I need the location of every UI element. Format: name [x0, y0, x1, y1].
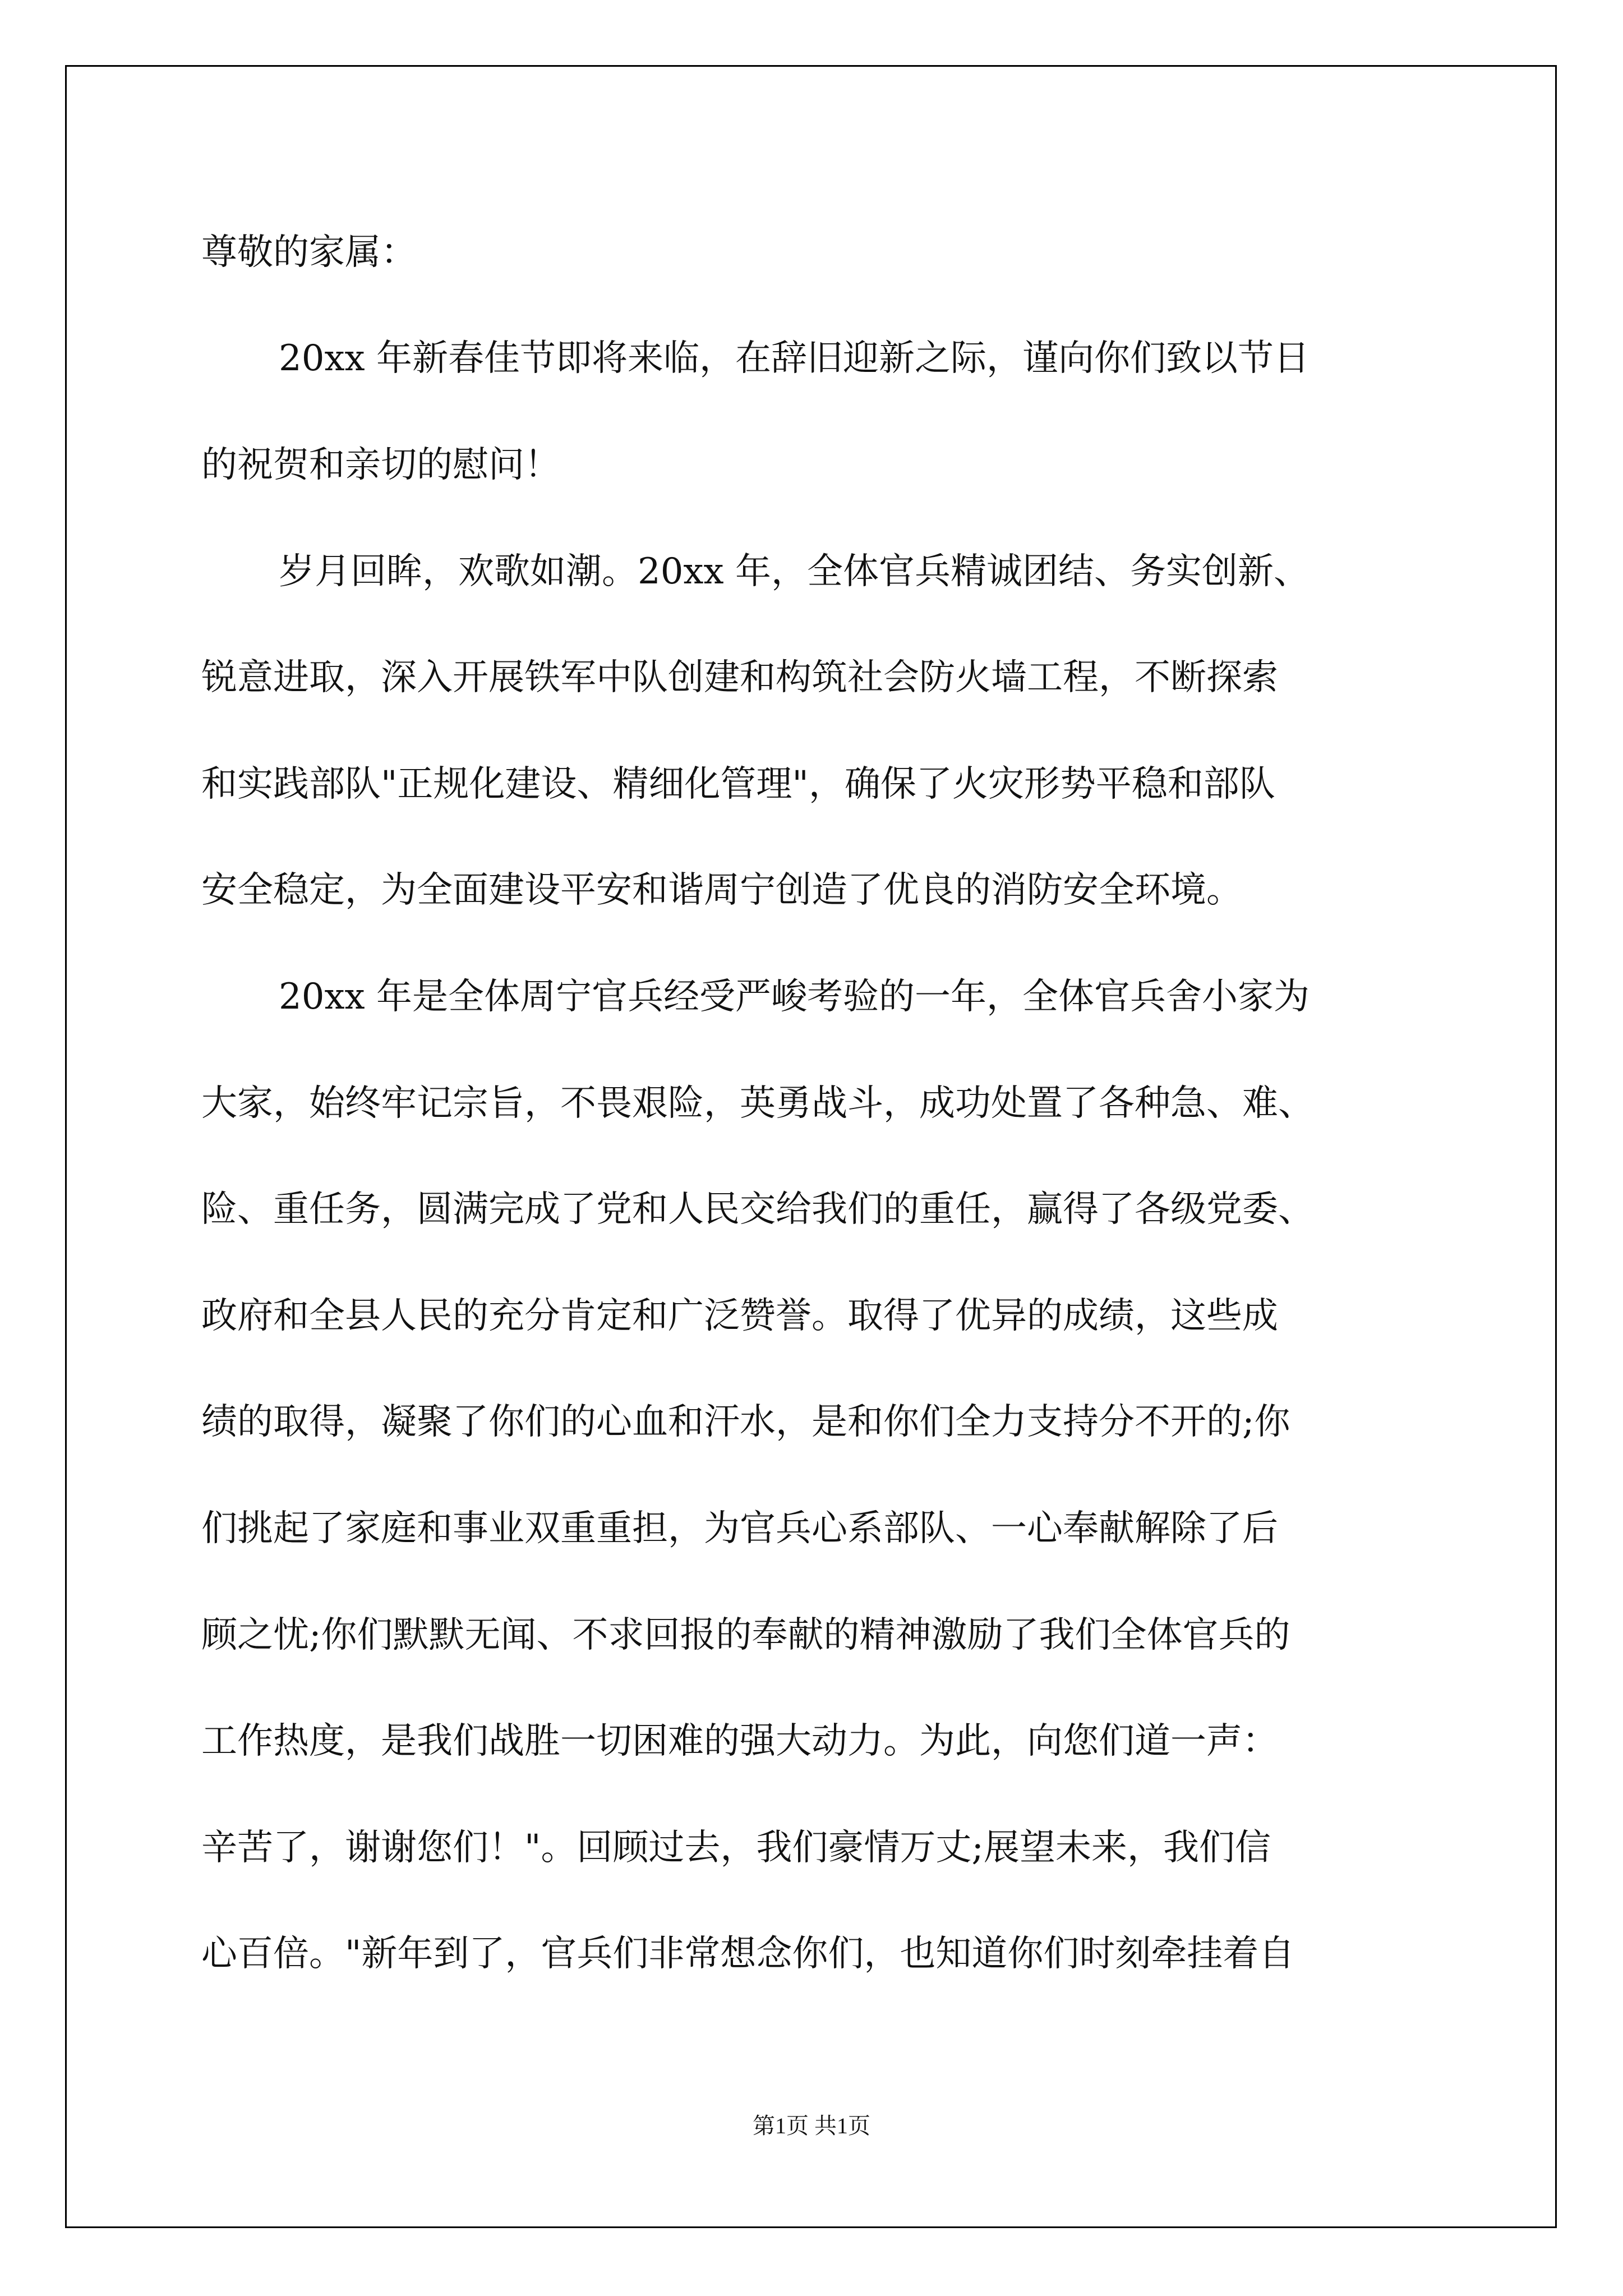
- page-frame: [65, 65, 1557, 2228]
- text-line: 和实践部队"正规化建设、精细化管理"，确保了火灾形势平稳和部队: [201, 763, 1275, 805]
- text-line: 险、重任务，圆满完成了党和人民交给我们的重任，赢得了各级党委、: [201, 1189, 1314, 1230]
- text-line: 辛苦了，谢谢您们！"。回顾过去，我们豪情万丈;展望未来，我们信: [201, 1827, 1271, 1869]
- text-line: 岁月回眸，欢歌如潮。20xx 年，全体官兵精诚团结、务实创新、: [279, 551, 1310, 592]
- text-line: 20xx 年新春佳节即将来临，在辞旧迎新之际，谨向你们致以节日: [279, 338, 1310, 379]
- text-line: 大家，始终牢记宗旨，不畏艰险，英勇战斗，成功处置了各种急、难、: [201, 1083, 1314, 1124]
- salutation: 尊敬的家属：: [201, 232, 417, 273]
- text-line: 工作热度，是我们战胜一切困难的强大动力。为此，向您们道一声：: [201, 1720, 1278, 1762]
- text-line: 绩的取得，凝聚了你们的心血和汗水，是和你们全力支持分不开的;你: [201, 1401, 1290, 1443]
- text-line: 心百倍。"新年到了，官兵们非常想念你们，也知道你们时刻牵挂着自: [201, 1933, 1295, 1975]
- page-number-footer: 第1页 共1页: [753, 2113, 870, 2138]
- text-line: 20xx 年是全体周宁官兵经受严峻考验的一年，全体官兵舍小家为: [279, 976, 1310, 1018]
- text-line: 安全稳定，为全面建设平安和谐周宁创造了优良的消防安全环境。: [201, 869, 1242, 911]
- text-line: 政府和全县人民的充分肯定和广泛赞誉。取得了优异的成绩，这些成: [201, 1295, 1278, 1337]
- text-line: 顾之忧;你们默默无闻、不求回报的奉献的精神激励了我们全体官兵的: [201, 1614, 1290, 1656]
- text-line: 们挑起了家庭和事业双重重担，为官兵心系部队、一心奉献解除了后: [201, 1508, 1278, 1549]
- text-line: 的祝贺和亲切的慰问！: [201, 444, 560, 486]
- text-line: 锐意进取，深入开展铁军中队创建和构筑社会防火墙工程，不断探索: [201, 657, 1278, 698]
